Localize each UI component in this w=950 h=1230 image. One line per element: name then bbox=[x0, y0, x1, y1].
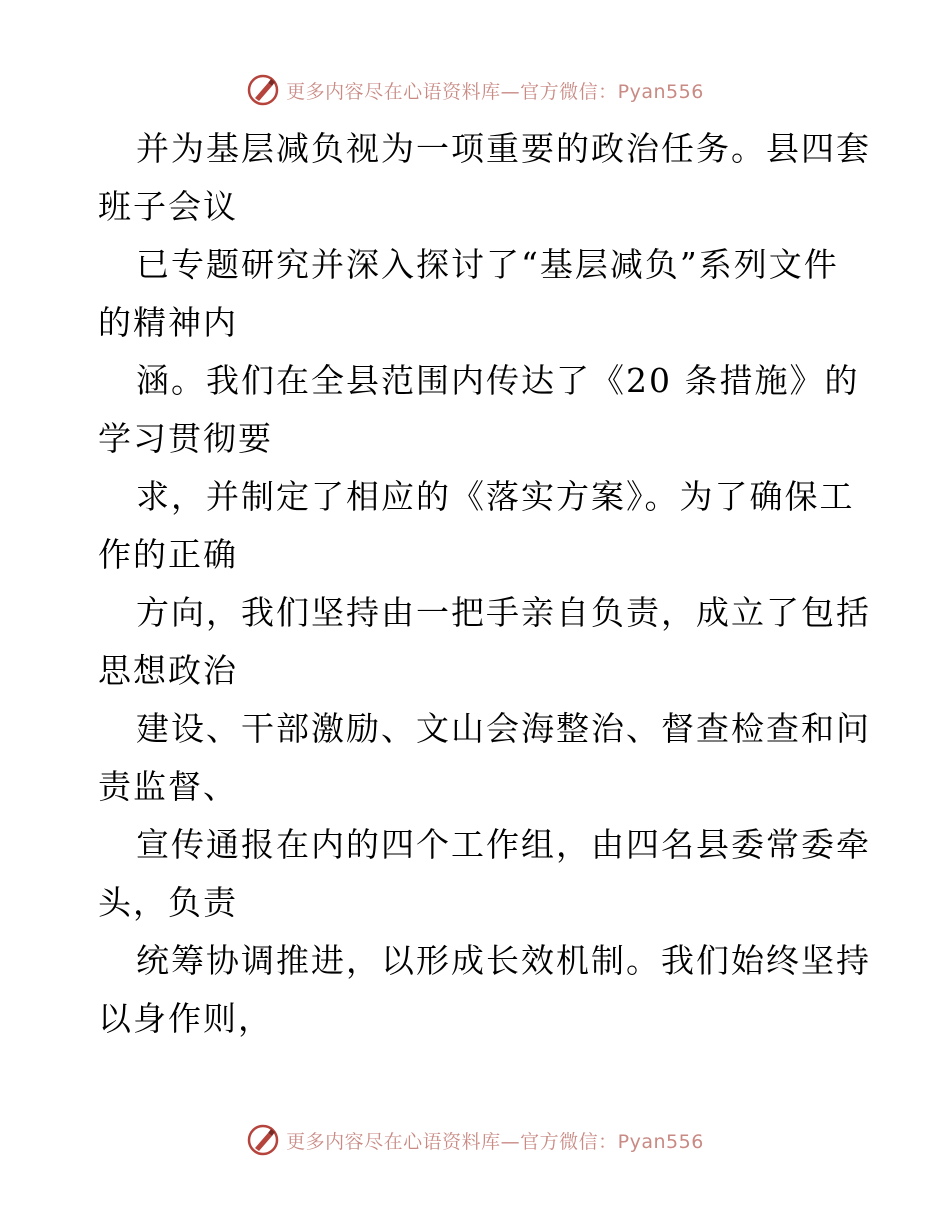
paragraph-line: 头，负责 bbox=[98, 883, 238, 922]
paragraph-line: 涵。我们在全县范围内传达了《20 条措施》的 bbox=[136, 361, 860, 400]
pen-logo-icon bbox=[246, 1123, 280, 1157]
paragraph-line: 已专题研究并深入探讨了“基层减负”系列文件 bbox=[136, 245, 839, 284]
paragraph-line: 求，并制定了相应的《落实方案》。为了确保工 bbox=[136, 477, 855, 516]
paragraph-line: 统筹协调推进，以形成长效机制。我们始终坚持 bbox=[136, 941, 871, 980]
paragraph bbox=[98, 120, 871, 236]
watermark-text: 更多内容尽在心语资料库—官方微信：Pyan556 bbox=[286, 1130, 704, 1153]
paragraph-line: 方向，我们坚持由一把手亲自负责，成立了包括 bbox=[136, 593, 871, 632]
pen-logo-icon bbox=[246, 73, 280, 107]
paragraph bbox=[98, 468, 858, 584]
paragraph bbox=[98, 816, 871, 932]
paragraph-line: 并为基层减负视为一项重要的政治任务。县四套 bbox=[136, 129, 871, 168]
paragraph bbox=[98, 932, 871, 1048]
paragraph-line: 宣传通报在内的四个工作组，由四名县委常委牵 bbox=[136, 825, 871, 864]
paragraph-line: 班子会议 bbox=[98, 187, 238, 226]
footer-watermark bbox=[0, 1120, 950, 1160]
watermark-text: 更多内容尽在心语资料库—官方微信：Pyan556 bbox=[286, 80, 704, 103]
paragraph-line: 以身作则， bbox=[98, 999, 273, 1038]
paragraph bbox=[98, 352, 858, 468]
paragraph-line: 责监督、 bbox=[98, 767, 238, 806]
paragraph-line: 建设、干部激励、文山会海整治、督查检查和问 bbox=[136, 709, 871, 748]
paragraph-line: 作的正确 bbox=[98, 535, 238, 574]
paragraph bbox=[98, 584, 871, 700]
paragraph bbox=[98, 236, 858, 352]
header-watermark bbox=[0, 70, 950, 110]
paragraph-line: 学习贯彻要 bbox=[98, 419, 273, 458]
paragraph-line: 思想政治 bbox=[98, 651, 238, 690]
document-body bbox=[98, 120, 871, 1048]
paragraph bbox=[98, 700, 871, 816]
paragraph-line: 的精神内 bbox=[98, 303, 238, 342]
